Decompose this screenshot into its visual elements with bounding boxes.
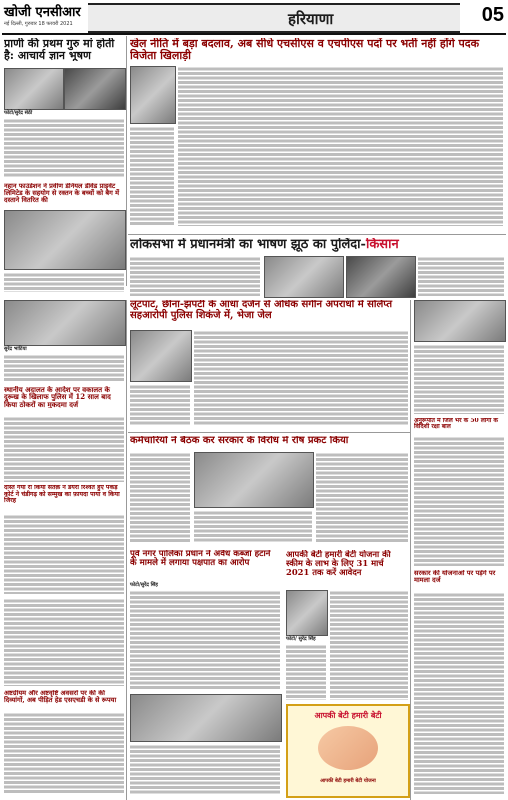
dateline: नई दिल्ली, गुरुवार 18 फरवरी 2021 — [4, 21, 73, 27]
lead-headline: खेल नीति में बड़ा बदलाव, अब सीधे एचसीएस व एचपीएस पदों पर भर्ती नहीं होंगे पदक विजेता खिलाड़ी — [130, 38, 480, 62]
column-divider — [126, 300, 127, 800]
story-body — [4, 354, 124, 382]
photo-credit: फोटो/ सुरेंद्र सिंह — [286, 636, 316, 642]
story-body — [130, 452, 190, 542]
section-name: हरियाणा — [288, 10, 334, 28]
story-body — [130, 590, 280, 690]
story-photo — [286, 590, 328, 636]
story-body — [194, 330, 408, 426]
story-photo — [130, 694, 282, 742]
story-headline: अनुरूपीत में जिले भर के 50 लोगों के विदिशी रक्षा बाल — [414, 418, 499, 431]
story-headline — [130, 238, 504, 252]
story-headline: कर्मचारियों ने बैठक कर सरकार के विरोध में रोष प्रकट किया — [130, 436, 349, 446]
story-body — [4, 118, 124, 178]
story-body — [4, 272, 124, 292]
section-banner — [88, 3, 460, 33]
photo-credit: सुरेंद्र भाटिया — [4, 346, 27, 352]
masthead-rule — [2, 33, 506, 35]
ad-illustration — [318, 726, 378, 770]
story-body — [286, 644, 326, 700]
story-body — [130, 256, 260, 296]
story-headline: दोस्त गया रो किया सतक़ ने डेयरी रिश्वत हुए पकड़ कोर्ट ने चंडीगढ़ को सम्मुख का फ़ायदा पाया व किया जिरह — [4, 485, 120, 504]
story-body — [4, 712, 124, 794]
masthead — [0, 0, 508, 34]
story-body — [316, 452, 408, 542]
story-body — [414, 592, 504, 794]
photo-credit: फोटो/सुरेंद्र सिंह — [130, 582, 158, 588]
photo-credit: फोटो/सुरेंद्र सेठी — [4, 110, 33, 116]
headline-highlight: किसान — [365, 238, 399, 252]
story-photo — [4, 300, 126, 346]
story-body — [4, 416, 124, 482]
advertisement-banner — [286, 704, 410, 798]
story-headline: पूर्व नगर पालिका प्रधान ने अवैध कब्जा हटाने के मामले में लगाया पक्षपात का आरोप — [130, 550, 271, 569]
story-body — [194, 510, 312, 542]
story-body — [130, 744, 280, 794]
story-photo — [4, 210, 126, 270]
story-body — [414, 344, 504, 414]
column-divider — [410, 300, 411, 800]
story-headline: नहान फाउंडेशन ने प्रवीण डेनियल डेविड प्राइवेट लिमिटेड के सहयोग से रक्तन के बच्चों को बैग में दस्ताने वितरित की — [4, 183, 120, 204]
ad-title: आपकी बेटी हमारी बेटी — [314, 710, 382, 720]
story-headline: प्राणी की प्रथम गुरु मां होती है: आचार्य ज्ञान भूषण — [4, 38, 115, 62]
story-body — [178, 66, 503, 226]
story-photo — [130, 330, 192, 382]
story-body — [130, 384, 190, 426]
story-headline: लूटपाट, छीना-झपटी के आधा दर्जन से अधिक संगीन अपराधों में संलिप्त सहआरोपी पुलिस शिकंजे में, भेजा जेल — [130, 300, 393, 321]
newspaper-brand: खोजी एनसीआर — [4, 5, 81, 20]
story-photo — [194, 452, 314, 508]
story-photo — [4, 68, 64, 110]
story-body — [414, 436, 504, 566]
story-headline: आपकी बेटी हमारी बेटी योजना की स्कीम के लाभ के लिए 31 मार्च 2021 तक करें आवेदन — [286, 550, 391, 577]
story-photo — [414, 300, 506, 342]
story-divider — [128, 234, 506, 235]
story-photo — [346, 256, 416, 298]
story-body — [330, 590, 408, 700]
story-body — [4, 514, 124, 594]
ad-subtitle: आपकी बेटी हमारी बेटी योजना — [320, 778, 376, 784]
story-body — [4, 598, 124, 686]
story-photo — [264, 256, 344, 298]
headline-text: लोकसभा में प्रधानमंत्री का भाषण झूठ का पुलिंदा- — [130, 238, 366, 252]
story-headline: स्थानीय अदालत के आदेश पर वकालत के दुरूख के खिलाफ पुलिस में 12 साल बाद किया ठोकरों का मुकदमा दर्ज — [4, 386, 111, 409]
story-headline: सरकार की योजनाओं पर पड़ेंगे पर मामला दर्ज — [414, 570, 496, 584]
story-body — [418, 256, 504, 296]
story-photo — [130, 66, 176, 124]
page-number: 05 — [481, 4, 504, 26]
story-body — [130, 126, 174, 226]
story-divider — [128, 432, 410, 433]
column-divider — [126, 36, 127, 286]
story-headline: अष्टग्रीयम और अष्टवृष्टि अवसरों पर की की दिव्यांगों, अब पीड़ित हेड एसएचडी के से रूपया — [4, 690, 117, 704]
story-photo — [64, 68, 126, 110]
